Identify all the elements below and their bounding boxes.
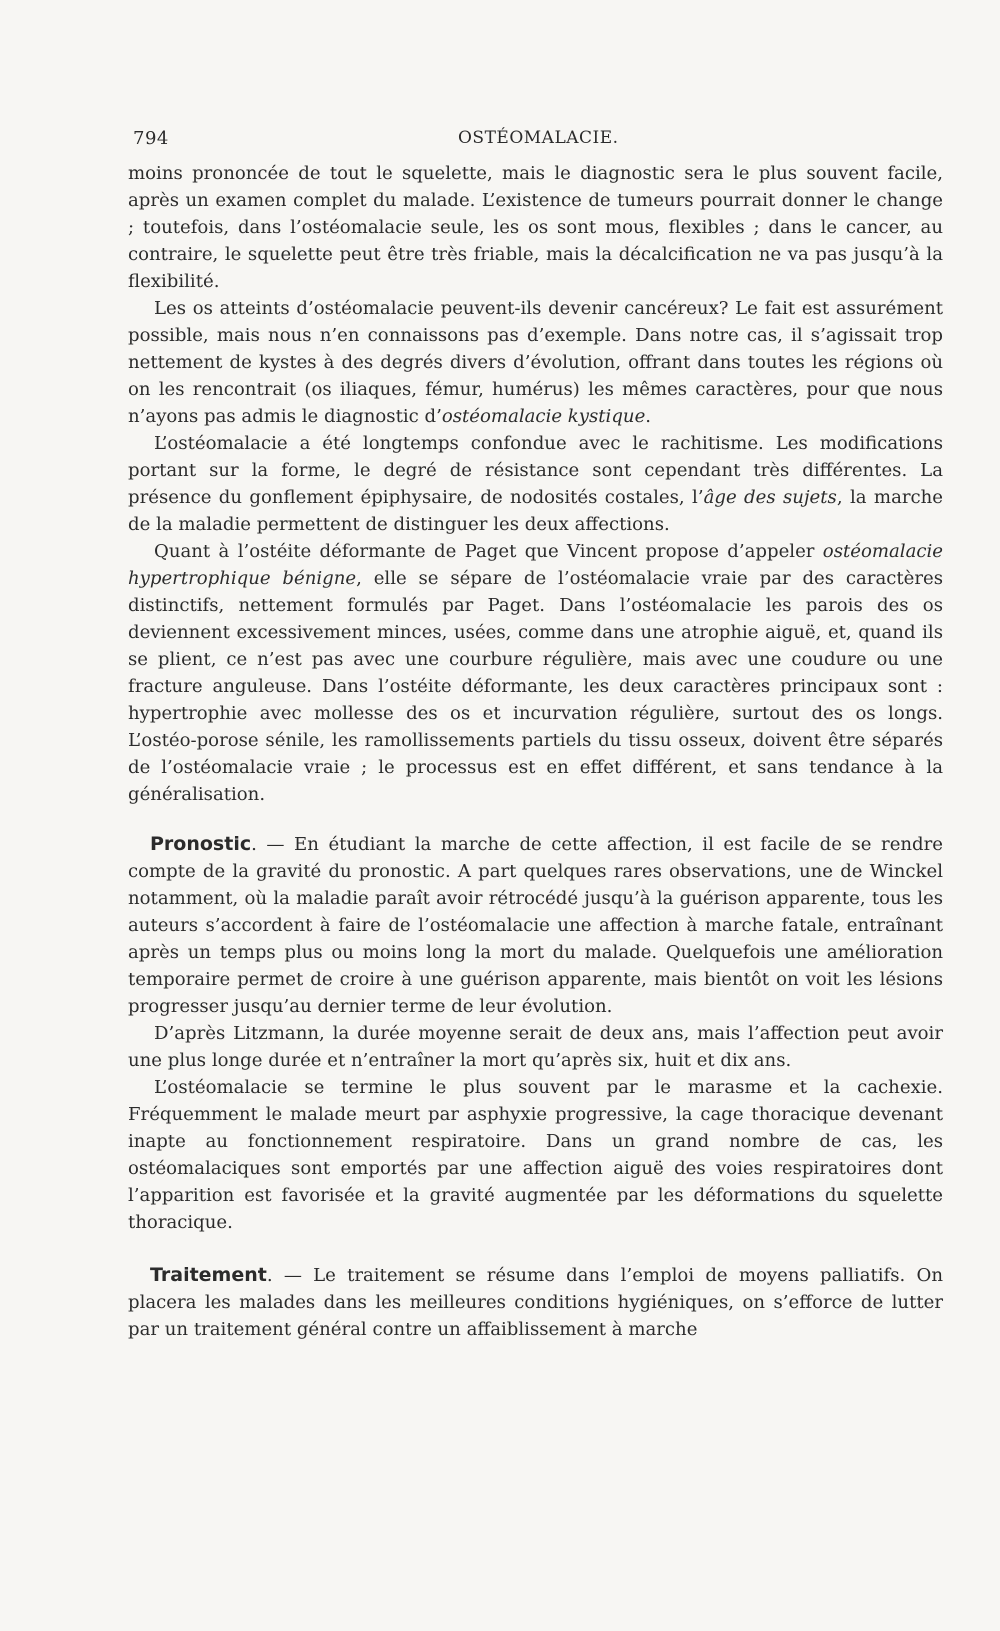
paragraph-text: . — Le traitement se résume dans l’emploi de moyens palliatifs. On placera les malades dans les meilleures conditions hygiéniques, on s’efforce de lutter par un traitement général contre un affaiblissement à marche bbox=[128, 1265, 943, 1340]
page-header bbox=[133, 128, 943, 158]
section-pronostic bbox=[128, 831, 943, 1020]
paragraph-os-cancereux bbox=[128, 295, 943, 430]
paragraph-text: Quant à l’ostéite déformante de Paget que Vincent propose d’appeler bbox=[154, 541, 823, 562]
running-title: OSTÉOMALACIE. bbox=[458, 128, 619, 148]
paragraph-text: L’ostéomalacie a été longtemps confondue avec le rachitisme. Les modifications portant sur la forme, le degré de résistance sont cependant très différentes. La présence du gonflement épiphysaire, de nodosités costales, l’ bbox=[128, 433, 943, 508]
page-number: 794 bbox=[133, 128, 169, 149]
italic-term: ostéomalacie kystique bbox=[441, 406, 646, 427]
paragraph-rachitisme bbox=[128, 430, 943, 538]
paragraph-text: L’ostéomalacie se termine le plus souvent par le marasme et la cachexie. Fréquemment le malade meurt par asphyxie progressive, la cage thoracique devenant inapte au fonctionnement respiratoire. Dans un grand nombre de cas, les ostéomalaciques sont emportés par une affection aiguë des voies respiratoires dont l’apparition est favorisée et la gravité augmentée par les déformations du squelette thoracique. bbox=[128, 1077, 943, 1233]
paragraph-osteite-paget bbox=[128, 538, 943, 808]
paragraph-text-end: . bbox=[645, 406, 652, 427]
section-traitement bbox=[128, 1262, 943, 1343]
italic-term: ostéomalacie hypertrophique bénigne bbox=[128, 541, 943, 589]
body-text bbox=[128, 160, 943, 1343]
paragraph-text-end: , elle se sépare de l’ostéomalacie vraie par des caractères distinctifs, nettement formulés par Paget. Dans l’ostéomalacie les parois des os deviennent excessivement minces, usées, comme dans une atrophie aiguë, et, quand ils se plient, ce n’est pas avec une courbure régulière, mais avec une coudure ou une fracture anguleuse. Dans l’ostéite déformante, les deux caractères principaux sont : hypertrophie avec mollesse des os et incurvation régulière, surtout des os longs. L’ostéo-porose sénile, les ramollissements partiels du tissu osseux, doivent être séparés de l’ostéomalacie vraie ; le processus est en effet différent, et sans tendance à la généralisation. bbox=[128, 568, 943, 805]
paragraph-text-end: , la marche de la maladie permettent de distinguer les deux affections. bbox=[128, 487, 943, 535]
section-heading-traitement: Traitement bbox=[150, 1264, 267, 1286]
paragraph-text: . — En étudiant la marche de cette affection, il est facile de se rendre compte de la gravité du pronostic. A part quelques rares observations, une de Winckel notamment, où la maladie paraît avoir rétrocédé jusqu’à la guérison apparente, tous les auteurs s’accordent à faire de l’ostéomalacie une affection à marche fatale, entraînant après un temps plus ou moins long la mort du malade. Quelquefois une amélioration temporaire permet de croire à une guérison apparente, mais bientôt on voit les lésions progresser jusqu’au dernier terme de leur évolution. bbox=[128, 834, 943, 1017]
section-heading-pronostic: Pronostic bbox=[150, 833, 252, 855]
paragraph-text: D’après Litzmann, la durée moyenne serait de deux ans, mais l’affection peut avoir une plus longe durée et n’entraîner la mort qu’après six, huit et dix ans. bbox=[128, 1023, 943, 1071]
paragraph-diagnostic-cancer bbox=[128, 160, 943, 295]
italic-term: âge des sujets bbox=[703, 487, 837, 508]
paragraph-terminaison bbox=[128, 1074, 943, 1236]
paragraph-text: moins prononcée de tout le squelette, mais le diagnostic sera le plus souvent facile, après un examen complet du malade. L’existence de tumeurs pourrait donner le change ; toutefois, dans l’ostéomalacie seule, les os sont mous, flexibles ; dans le cancer, au contraire, le squelette peut être très friable, mais la décalcification ne va pas jusqu’à la flexibilité. bbox=[128, 163, 943, 292]
paragraph-litzmann bbox=[128, 1020, 943, 1074]
paragraph-text: Les os atteints d’ostéomalacie peuvent-ils devenir cancéreux? Le fait est assurément possible, mais nous n’en connaissons pas d’exemple. Dans notre cas, il s’agissait trop nettement de kystes à des degrés divers d’évolution, offrant dans toutes les régions où on les rencontrait (os iliaques, fémur, humérus) les mêmes caractères, pour que nous n’ayons pas admis le diagnostic d’ bbox=[128, 298, 943, 427]
